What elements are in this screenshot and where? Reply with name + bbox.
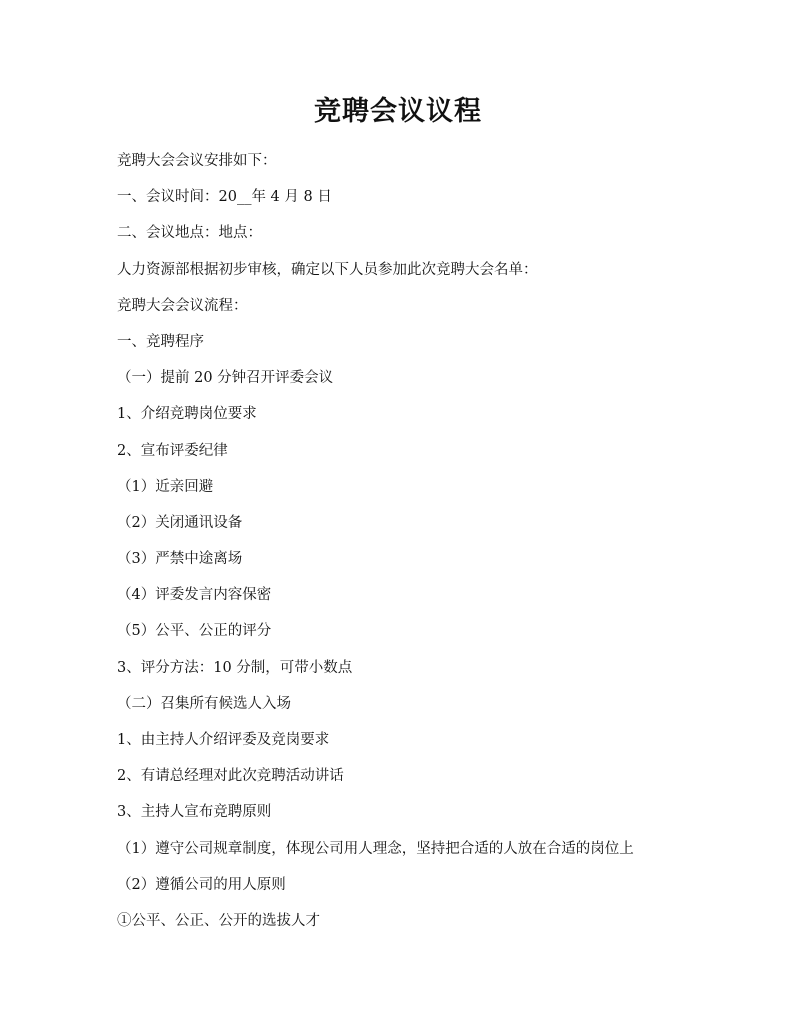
paragraph-line: 二、会议地点：地点： — [117, 225, 262, 242]
sub-list-item: （3）严禁中途离场 — [117, 551, 243, 568]
list-item: 3、评分方法：10 分制，可带小数点 — [117, 659, 353, 676]
paragraph-line: 人力资源部根据初步审核，确定以下人员参加此次竞聘大会名单： — [117, 261, 538, 278]
paragraph-line: 竞聘大会会议流程： — [117, 297, 248, 314]
document-body — [117, 145, 757, 941]
list-item: 2、有请总经理对此次竞聘活动讲话 — [117, 768, 344, 785]
section-heading: 一、竞聘程序 — [117, 333, 204, 350]
sub-list-item: （1）近亲回避 — [117, 478, 214, 495]
paragraph-line: 一、会议时间：20__年 4 月 8 日 — [117, 189, 332, 206]
numbered-item: ①公平、公正、公开的选拔人才 — [117, 912, 320, 929]
document-title: 竞聘会议议程 — [314, 96, 482, 127]
list-item: 3、主持人宣布竞聘原则 — [117, 804, 272, 821]
sub-list-item: （1）遵守公司规章制度，体现公司用人理念，坚持把合适的人放在合适的岗位上 — [117, 840, 634, 857]
sub-list-item: （2）遵循公司的用人原则 — [117, 876, 286, 893]
sub-list-item: （5）公平、公正的评分 — [117, 623, 272, 640]
subsection-heading: （二）召集所有候选人入场 — [117, 695, 291, 712]
sub-list-item: （4）评委发言内容保密 — [117, 587, 272, 604]
subsection-heading: （一）提前 20 分钟召开评委会议 — [117, 370, 334, 387]
sub-list-item: （2）关闭通讯设备 — [117, 514, 243, 531]
paragraph-line: 竞聘大会会议安排如下： — [117, 153, 277, 169]
list-item: 1、介绍竞聘岗位要求 — [117, 406, 257, 423]
list-item: 2、宣布评委纪律 — [117, 442, 228, 459]
list-item: 1、由主持人介绍评委及竞岗要求 — [117, 732, 330, 748]
